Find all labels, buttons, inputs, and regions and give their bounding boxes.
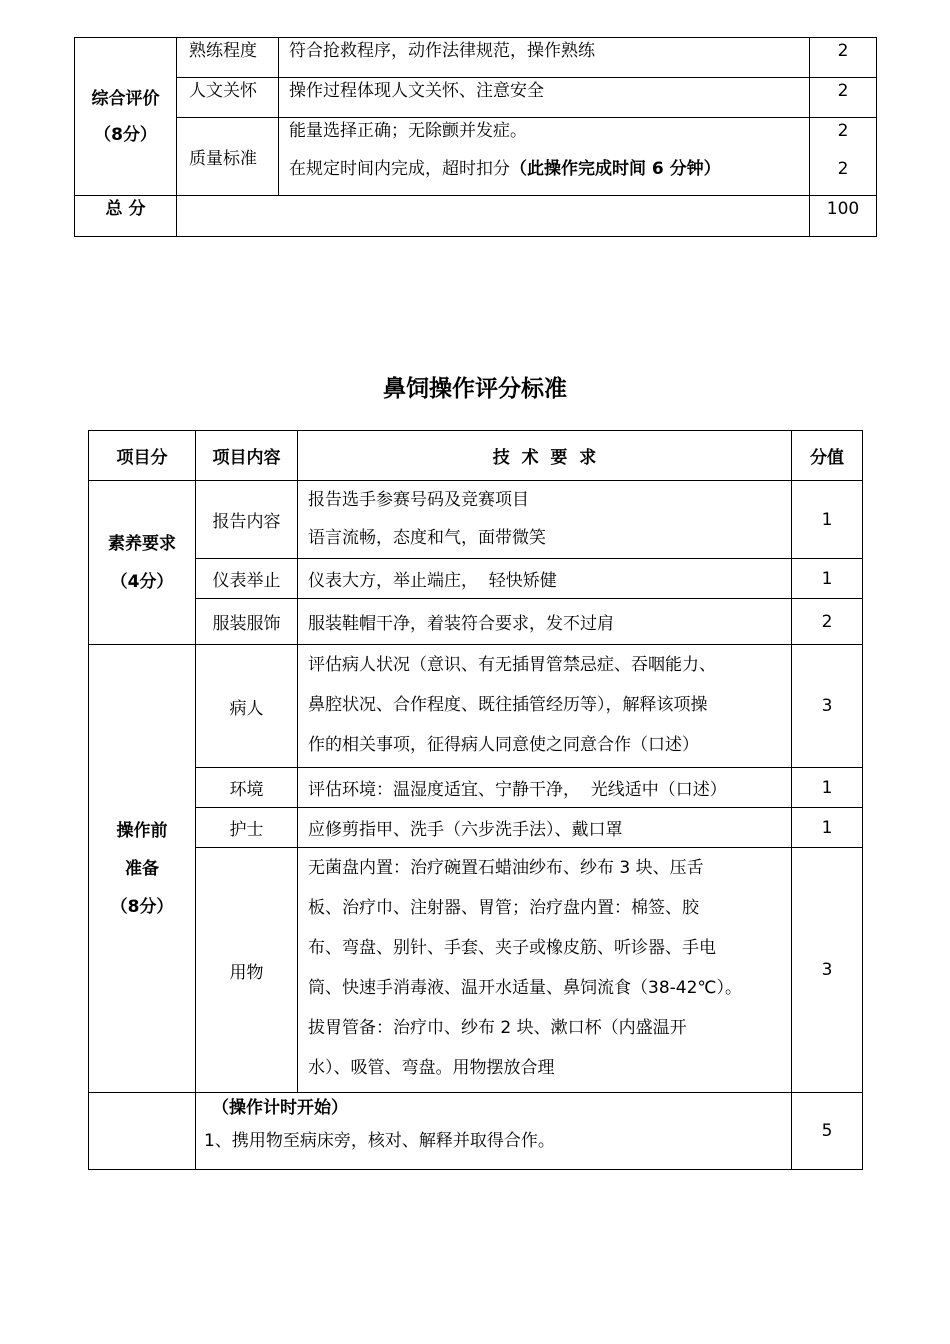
score-cell: 1 — [792, 481, 863, 559]
requirement-line: 语言流畅，态度和气，面带微笑 — [308, 528, 546, 548]
item-cell: 护士 — [196, 808, 298, 848]
score-cell: 2 — [810, 38, 877, 78]
requirement-cell: 应修剪指甲、洗手（六步洗手法）、戴口罩 — [298, 808, 792, 848]
score-cell: 3 — [792, 848, 863, 1093]
category-label: 素养要求 — [108, 533, 176, 554]
requirement-cell: 符合抢救程序，动作法律规范，操作熟练 — [279, 38, 810, 78]
requirement-line: 无菌盘内置：治疗碗置石蜡油纱布、纱布 3 块、压舌 — [308, 858, 704, 878]
item-cell: 质量标准 — [177, 118, 279, 196]
requirement-line: 布、弯盘、别针、手套、夹子或橡皮筋、听诊器、手电 — [308, 938, 716, 958]
score-cell: 5 — [792, 1093, 863, 1170]
item-cell: 熟练程度 — [177, 38, 279, 78]
header-requirement: 技 术 要 求 — [298, 431, 792, 481]
item-cell: 人文关怀 — [177, 78, 279, 118]
item-cell: 用物 — [196, 848, 298, 1093]
item-cell: 环境 — [196, 768, 298, 808]
requirement-line: 拔胃管备：治疗巾、纱布 2 块、漱口杯（内盛温开 — [308, 1018, 687, 1038]
total-empty-cell — [177, 196, 810, 237]
requirement-cell — [298, 481, 792, 559]
item-cell: 仪表举止 — [196, 559, 298, 599]
requirement-cell: 服装鞋帽干净，着装符合要求，发不过肩 — [298, 599, 792, 645]
category-score: （8分） — [94, 124, 157, 145]
item-cell: 病人 — [196, 645, 298, 768]
category-score: （4分） — [110, 571, 174, 592]
requirement-line: 鼻腔状况、合作程度、既往插管经历等），解释该项操 — [308, 695, 708, 715]
requirement-line: 报告选手参赛号码及竞赛项目 — [308, 490, 529, 510]
requirement-line: 板、治疗巾、注射器、胃管；治疗盘内置：棉签、胶 — [308, 898, 699, 918]
requirement-line: 筒、快速手消毒液、温开水适量、鼻饲流食（38-42℃）。 — [308, 978, 742, 998]
requirement-cell — [298, 645, 792, 768]
category-score: （8分） — [110, 896, 174, 917]
score-value: 2 — [837, 159, 849, 179]
requirement-line — [289, 156, 809, 182]
category-cell — [75, 38, 177, 196]
requirement-text: 在规定时间内完成，超时扣分 — [289, 159, 510, 179]
time-limit-note: （此操作完成时间 6 分钟） — [510, 159, 721, 179]
total-label: 总 分 — [75, 196, 177, 237]
total-score: 100 — [810, 196, 877, 237]
requirement-line: 评估病人状况（意识、有无插胃管禁忌症、吞咽能力、 — [308, 655, 716, 675]
score-cell: 3 — [792, 645, 863, 768]
requirement-line: 作的相关事项，征得病人同意使之同意合作（口述） — [308, 735, 699, 755]
category-label: 操作前 — [116, 820, 168, 841]
page-title: 鼻饲操作评分标准 — [383, 376, 567, 402]
score-cell: 2 — [810, 78, 877, 118]
score-cell: 2 — [792, 599, 863, 645]
header-item: 项目内容 — [196, 431, 298, 481]
category-cell — [89, 645, 196, 1093]
requirement-cell: 评估环境：温湿度适宜、宁静干净， 光线适中（口述） — [298, 768, 792, 808]
requirement-line: 水）、吸管、弯盘。用物摆放合理 — [308, 1058, 555, 1078]
item-cell: 报告内容 — [196, 481, 298, 559]
requirement-line: 能量选择正确；无除颤并发症。 — [289, 121, 527, 141]
score-cell: 1 — [792, 768, 863, 808]
score-value: 2 — [837, 121, 849, 141]
requirement-cell: 操作过程体现人文关怀、注意安全 — [279, 78, 810, 118]
requirement-cell: 仪表大方，举止端庄， 轻快矫健 — [298, 559, 792, 599]
category-label: 准备 — [125, 858, 159, 879]
header-score: 分值 — [792, 431, 863, 481]
score-cell: 1 — [792, 808, 863, 848]
header-category: 项目分 — [89, 431, 196, 481]
requirement-cell — [196, 1093, 792, 1170]
timer-start-heading: （操作计时开始） — [212, 1098, 348, 1118]
category-label: 综合评价 — [91, 88, 160, 109]
score-cell — [810, 118, 877, 196]
score-cell: 1 — [792, 559, 863, 599]
requirement-cell — [298, 848, 792, 1093]
scoring-table-defibrillation-tail — [74, 37, 877, 237]
requirement-cell — [279, 118, 810, 196]
category-cell — [89, 1093, 196, 1170]
requirement-line: 1、携用物至病床旁，核对、解释并取得合作。 — [204, 1131, 555, 1151]
item-cell: 服装服饰 — [196, 599, 298, 645]
category-cell — [89, 481, 196, 645]
scoring-table-nasogastric-feeding — [88, 430, 863, 1170]
